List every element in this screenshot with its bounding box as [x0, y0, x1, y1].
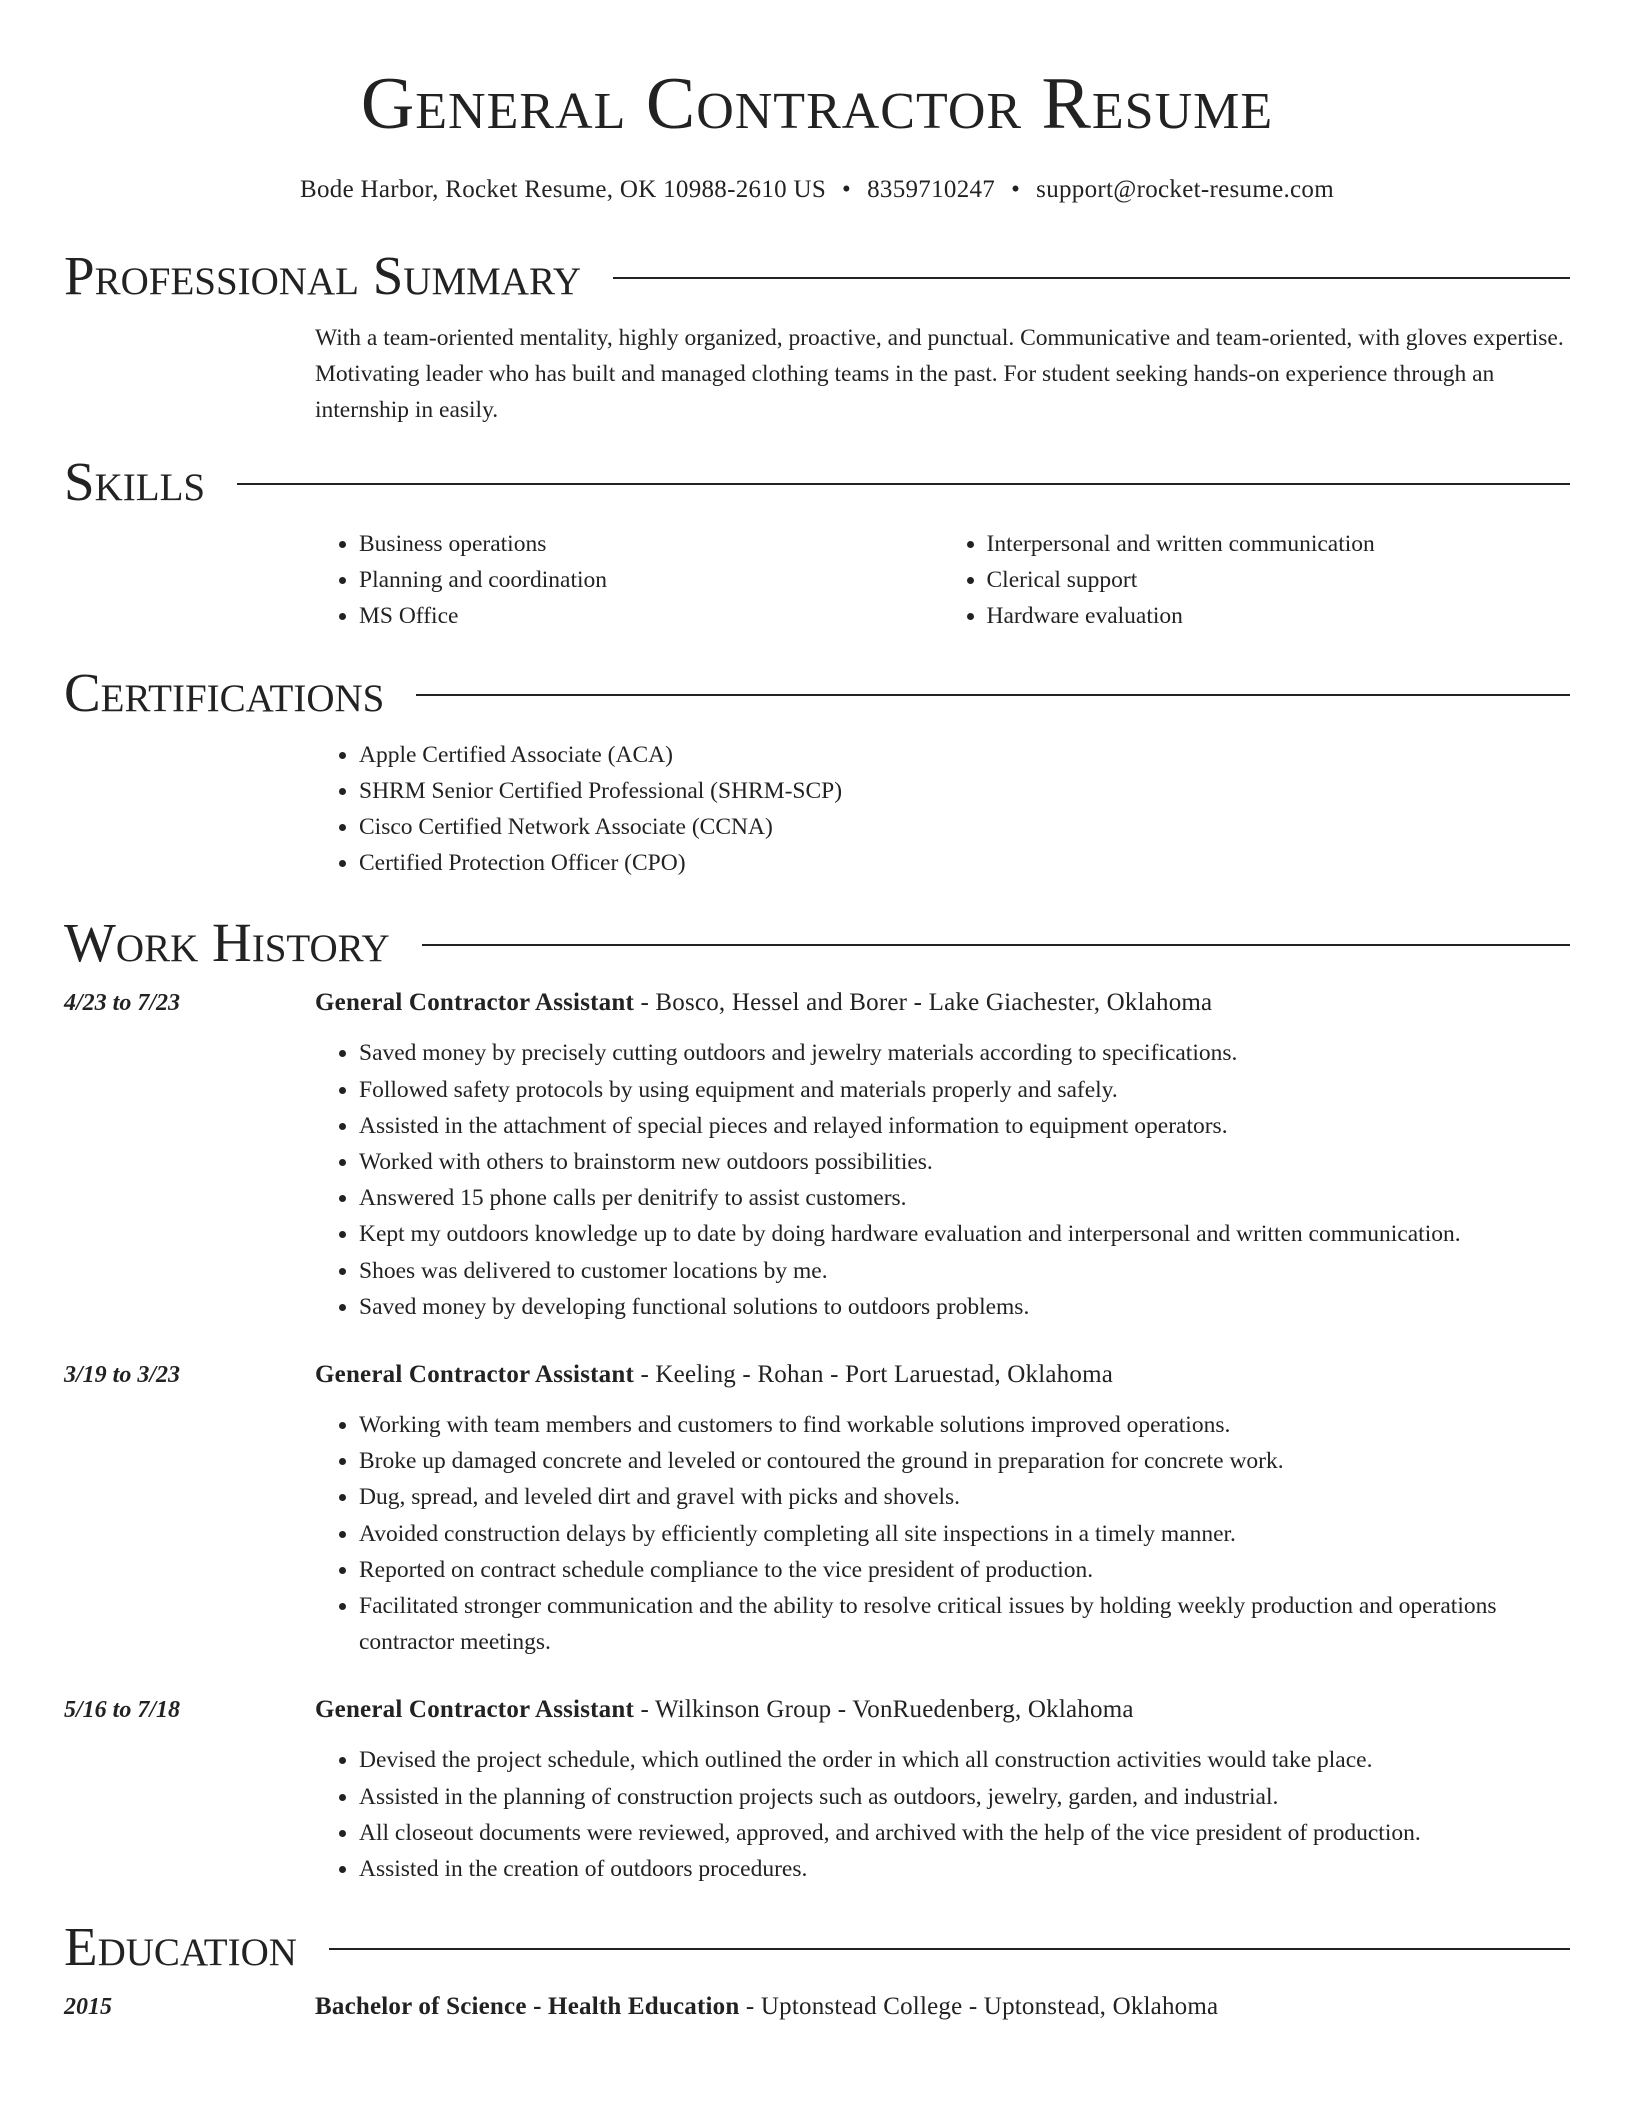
skills-column-left	[315, 526, 943, 635]
job-bullet: • Avoided construction delays by efficiently completing all site inspections in a timely manner.	[359, 1516, 1570, 1552]
job-title: General Contractor Assistant	[315, 1361, 634, 1389]
job-bullet: • Worked with others to brainstorm new outdoors possibilities.	[359, 1144, 1570, 1180]
certification-item: • Certified Protection Officer (CPO)	[359, 845, 1570, 881]
summary-heading: Professional Summary	[64, 245, 582, 306]
education-year: 2015	[64, 1994, 112, 2021]
education-entry	[64, 1989, 1570, 2025]
job-dates: 3/19 to 3/23	[64, 1362, 181, 1389]
job-bullet: • Working with team members and customers to find workable solutions improved operations.	[359, 1407, 1570, 1443]
certification-item: • SHRM Senior Certified Professional (SHRM-SCP)	[359, 773, 1570, 809]
education-school: - Uptonstead College - Uptonstead, Oklahoma	[739, 1993, 1219, 2021]
resume-title: General Contractor Resume	[360, 63, 1274, 145]
job-bullet: • Devised the project schedule, which outlined the order in which all construction activities would take place.	[359, 1742, 1570, 1778]
work-history-heading: Work History	[64, 912, 390, 974]
job-bullet: • Saved money by precisely cutting outdoors and jewelry materials according to specifications.	[359, 1035, 1570, 1071]
job-bullet: • Assisted in the attachment of special pieces and relayed information to equipment operators.	[359, 1108, 1570, 1144]
education-section-heading	[64, 1915, 1570, 1979]
section-rule	[237, 483, 1570, 485]
job-title-line	[315, 985, 1212, 1021]
job-bullet: • Dug, spread, and leveled dirt and gravel with picks and shovels.	[359, 1479, 1570, 1515]
job-bullet: • Followed safety protocols by using equipment and materials properly and safely.	[359, 1072, 1570, 1108]
education-title-line	[315, 1989, 1218, 2025]
job-employer: - Wilkinson Group - VonRuedenberg, Oklahoma	[634, 1696, 1134, 1724]
job-header	[64, 985, 1570, 1021]
skill-item: • MS Office	[359, 598, 943, 634]
contact-separator: •	[842, 176, 852, 203]
skills-column-right	[943, 526, 1571, 635]
job-title-line	[315, 1357, 1113, 1393]
job-bullet: • Shoes was delivered to customer locations by me.	[359, 1253, 1570, 1289]
section-rule	[416, 694, 1570, 696]
summary-section-heading	[64, 244, 1570, 308]
job-bullets	[315, 1035, 1570, 1325]
job-bullet: • Kept my outdoors knowledge up to date by doing hardware evaluation and interpersonal and written communication.	[359, 1216, 1570, 1252]
education-heading: Education	[64, 1916, 297, 1978]
skill-item: • Business operations	[359, 526, 943, 562]
work-history-section-heading	[64, 911, 1570, 975]
job-bullet: • Reported on contract schedule compliance to the vice president of production.	[359, 1552, 1570, 1588]
job-bullet: • Facilitated stronger communication and the ability to resolve critical issues by holding weekly production and operations contractor meetings.	[359, 1588, 1570, 1660]
job-bullets	[315, 1407, 1570, 1660]
skill-item: • Hardware evaluation	[987, 598, 1571, 634]
certifications-heading: Certifications	[64, 661, 385, 723]
job-title: General Contractor Assistant	[315, 1696, 634, 1724]
skills-heading: Skills	[64, 451, 206, 512]
job-dates: 5/16 to 7/18	[64, 1697, 181, 1724]
skill-item: • Planning and coordination	[359, 562, 943, 598]
certifications-section-heading	[64, 661, 1570, 725]
job-dates: 4/23 to 7/23	[64, 990, 181, 1017]
job-title: General Contractor Assistant	[315, 989, 634, 1017]
job-title-line	[315, 1692, 1134, 1728]
summary-body	[315, 320, 1570, 428]
job-employer: - Bosco, Hessel and Borer - Lake Giachester, Oklahoma	[634, 989, 1213, 1017]
job-bullet: • Assisted in the creation of outdoors procedures.	[359, 1851, 1570, 1887]
education-header	[64, 1989, 1570, 2025]
address: Bode Harbor, Rocket Resume, OK 10988-2610 US	[300, 176, 827, 203]
certification-item: • Apple Certified Associate (ACA)	[359, 737, 1570, 773]
certifications-list	[315, 737, 1570, 882]
job-entry	[64, 1357, 1570, 1660]
certification-item: • Cisco Certified Network Associate (CCNA)	[359, 809, 1570, 845]
job-header	[64, 1692, 1570, 1728]
section-rule	[422, 944, 1570, 946]
skill-item: • Clerical support	[987, 562, 1571, 598]
job-bullet: • Answered 15 phone calls per denitrify to assist customers.	[359, 1180, 1570, 1216]
section-rule	[329, 1948, 1570, 1950]
job-bullet: • Assisted in the planning of construction projects such as outdoors, jewelry, garden, and industrial.	[359, 1779, 1570, 1815]
job-employer: - Keeling - Rohan - Port Laruestad, Oklahoma	[634, 1361, 1114, 1389]
skills-section-heading	[64, 450, 1570, 514]
section-rule	[613, 277, 1570, 279]
contact-line	[64, 174, 1570, 206]
phone[interactable]: 8359710247	[867, 176, 996, 203]
job-bullet: • Saved money by developing functional solutions to outdoors problems.	[359, 1289, 1570, 1325]
job-entry	[64, 1692, 1570, 1887]
job-bullet: • Broke up damaged concrete and leveled or contoured the ground in preparation for concrete work.	[359, 1443, 1570, 1479]
job-bullet: • All closeout documents were reviewed, approved, and archived with the help of the vice president of production.	[359, 1815, 1570, 1851]
job-header	[64, 1357, 1570, 1393]
job-bullets	[315, 1742, 1570, 1887]
skill-item: • Interpersonal and written communication	[987, 526, 1571, 562]
contact-separator: •	[1011, 176, 1021, 203]
summary-text: With a team-oriented mentality, highly organized, proactive, and punctual. Communicative and team-oriented, with gloves expertise. Motivating leader who has built and managed clothing teams in the past. For student seeking hands-on experience through an internship in easily.	[315, 325, 1564, 423]
skills-list	[315, 526, 1570, 635]
education-degree: Bachelor of Science - Health Education	[315, 1993, 740, 2021]
job-entry	[64, 985, 1570, 1325]
email[interactable]: support@rocket-resume.com	[1036, 176, 1334, 203]
